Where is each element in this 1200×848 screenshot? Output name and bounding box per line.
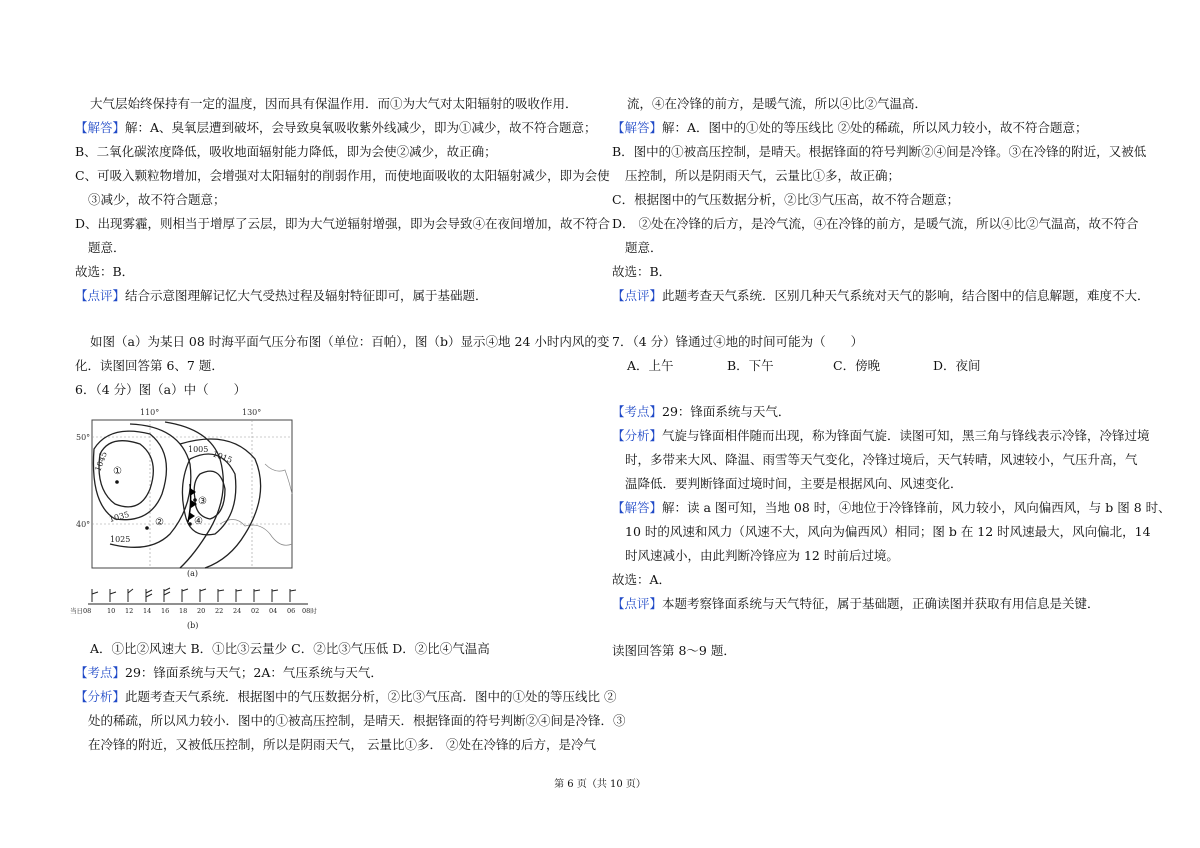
kaodian-tag: 【考点】: [612, 404, 663, 419]
page-footer: 第 6 页（共 10 页）: [554, 779, 646, 790]
analysis-line: 时，多带来大风、降温、雨雪等天气变化，冷锋过境后，天气转晴，风速较小，气压升高，气: [625, 452, 1138, 467]
intro-line: 如图（a）为某日 08 时海平面气压分布图（单位：百帕），图（b）显示④地 24 小时内风的变: [90, 334, 610, 349]
option-c: C．傍晚: [833, 358, 881, 373]
answer-line: 【解答】解：A、臭氧层遭到破坏，会导致臭氧吸收紫外线减少，即为①减少，故不符合题意；: [75, 120, 597, 135]
time-tick: 当日08: [70, 607, 92, 615]
paragraph-line: C、可吸入颗粒物增加，会增强对太阳辐射的削弱作用，而使地面吸收的太阳辐射减少，即为会使: [75, 168, 610, 183]
paragraph-line: B．图中的①被高压控制，是晴天。根据锋面的符号判断②④间是冷锋。③在冷锋的附近，又被低: [612, 144, 1147, 159]
option-d: D．夜间: [933, 358, 981, 373]
isobar-label: 1045: [93, 450, 109, 473]
time-tick: 08时: [302, 607, 317, 615]
comment-tag: 【点评】: [75, 288, 126, 303]
paragraph-line: D、出现雾霾，则相当于增厚了云层，即为大气逆辐射增强，即为会导致④在夜间增加，故不符合: [75, 216, 611, 231]
pressure-map-svg: [70, 404, 320, 634]
intro-line: 化．读图回答第 6、7 题．: [75, 358, 224, 373]
paragraph-line: 大气层始终保持有一定的温度，因而具有保温作用．而①为大气对太阳辐射的吸收作用．: [90, 96, 578, 111]
isobar-label: 1015: [211, 449, 234, 465]
choice-line: 故选：A．: [612, 572, 672, 587]
paragraph-line: 题意．: [625, 240, 663, 255]
comment-tag: 【点评】: [612, 288, 663, 303]
kaodian-line: 【考点】29：锋面系统与天气．: [612, 404, 791, 419]
lon-label: 110°: [140, 408, 160, 417]
time-tick: 02: [251, 607, 260, 615]
answer-tag: 【解答】: [612, 500, 663, 515]
next-intro: 读图回答第 8～9 题．: [612, 643, 736, 658]
point-label: ④: [194, 516, 203, 527]
coastline: [265, 464, 292, 494]
kaodian-line: 【考点】29：锋面系统与天气；2A：气压系统与天气．: [75, 665, 383, 680]
answer-line: 【解答】解：读 a 图可知，当地 08 时，④地位于冷锋锋前，风力较小，风向偏西风，与 b 图 8 时、: [612, 500, 1171, 515]
answer-line: 10 时的风速和风力（风速不大，风向为偏西风）相同；图 b 在 12 时风速最大，风向偏北，14: [625, 524, 1151, 539]
analysis-tag: 【分析】: [612, 428, 663, 443]
time-tick: 14: [143, 607, 152, 615]
choice-line: 故选：B．: [75, 264, 135, 279]
lat-label: 50°: [76, 433, 91, 442]
point-label: ③: [198, 496, 207, 507]
analysis-line: 处的稀疏，所以风力较小．图中的①被高压控制，是晴天．根据锋面的符号判断②④间是冷锋．③: [88, 713, 626, 728]
time-tick: 16: [161, 607, 170, 615]
answer-tag: 【解答】: [75, 120, 126, 135]
question-7-options: [627, 358, 981, 374]
paragraph-line: B、二氧化碳浓度降低，吸收地面辐射能力降低，即为会使②减少，故正确；: [75, 144, 497, 159]
lon-label: 130°: [242, 408, 262, 417]
answer-line: 【解答】解：A．图中的①处的等压线比 ②处的稀疏，所以风力较小，故不符合题意；: [612, 120, 1088, 135]
answer-line: 时风速减小，由此判断冷锋应为 12 时前后过境。: [625, 548, 899, 563]
time-tick: 22: [215, 607, 224, 615]
analysis-line: 在冷锋的附近，又被低压控制，所以是阴雨天气， 云量比①多． ②处在冷锋的后方，是冷气: [88, 737, 596, 752]
analysis-line: 【分析】气旋与锋面相伴随而出现，称为锋面气旋．读图可知，黑三角与锋线表示冷锋，冷锋过境: [612, 428, 1150, 443]
isobar-label: 1025: [110, 535, 131, 544]
time-tick: 04: [269, 607, 278, 615]
caption-a: (a): [187, 569, 199, 578]
isobar-label: 1035: [108, 509, 131, 524]
option-a: A．上午: [627, 358, 674, 373]
isobar-label: 1005: [188, 445, 209, 454]
question-6: 6．（4 分）图（a）中（ ）: [75, 382, 247, 397]
time-tick: 20: [197, 607, 206, 615]
time-tick: 24: [233, 607, 242, 615]
comment-line: 【点评】本题考察锋面系统与天气特征，属于基础题，正确读图并获取有用信息是关键．: [612, 596, 1100, 611]
point-label: ②: [155, 517, 164, 528]
time-tick: 12: [125, 607, 134, 615]
paragraph-line: 题意．: [88, 240, 126, 255]
lat-label: 40°: [76, 520, 91, 529]
answer-tag: 【解答】: [612, 120, 663, 135]
paragraph-line: 流，④在冷锋的前方，是暖气流，所以④比②气温高．: [627, 96, 928, 111]
analysis-line: 【分析】此题考查天气系统．根据图中的气压数据分析，②比③气压高．图中的①处的等压线比 ②: [75, 689, 617, 704]
comment-line: 【点评】结合示意图理解记忆大气受热过程及辐射特征即可，属于基础题．: [75, 288, 488, 303]
coastline: [220, 519, 292, 545]
pressure-map-figure: [70, 404, 320, 634]
wind-barbs: [88, 588, 308, 604]
point-label: ①: [113, 466, 122, 477]
comment-tag: 【点评】: [612, 596, 663, 611]
analysis-tag: 【分析】: [75, 689, 126, 704]
time-tick: 10: [107, 607, 116, 615]
paragraph-line: C．根据图中的气压数据分析，②比③气压高，故不符合题意；: [612, 192, 960, 207]
analysis-line: 温降低．要判断锋面过境时间，主要是根据风向、风速变化．: [625, 476, 963, 491]
time-tick: 18: [179, 607, 188, 615]
paragraph-line: D． ②处在冷锋的后方，是冷气流，④在冷锋的前方，是暖气流，所以④比②气温高，故不符合: [612, 216, 1139, 231]
caption-b: (b): [187, 621, 199, 630]
paragraph-line: 压控制，所以是阴雨天气，云量比①多，故正确；: [625, 168, 901, 183]
time-tick: 06: [287, 607, 296, 615]
comment-line: 【点评】此题考查天气系统．区别几种天气系统对天气的影响，结合图中的信息解题，难度不大．: [612, 288, 1150, 303]
question-6-options: A．①比②风速大 B．①比③云量少 C．②比③气压低 D．②比④气温高: [90, 641, 490, 656]
isobars: [93, 422, 260, 568]
kaodian-tag: 【考点】: [75, 665, 126, 680]
paragraph-line: ③减少，故不符合题意；: [88, 192, 226, 207]
option-b: B．下午: [727, 358, 774, 373]
choice-line: 故选：B．: [612, 264, 672, 279]
question-7: 7．（4 分）锋通过④地的时间可能为（ ）: [612, 334, 864, 349]
